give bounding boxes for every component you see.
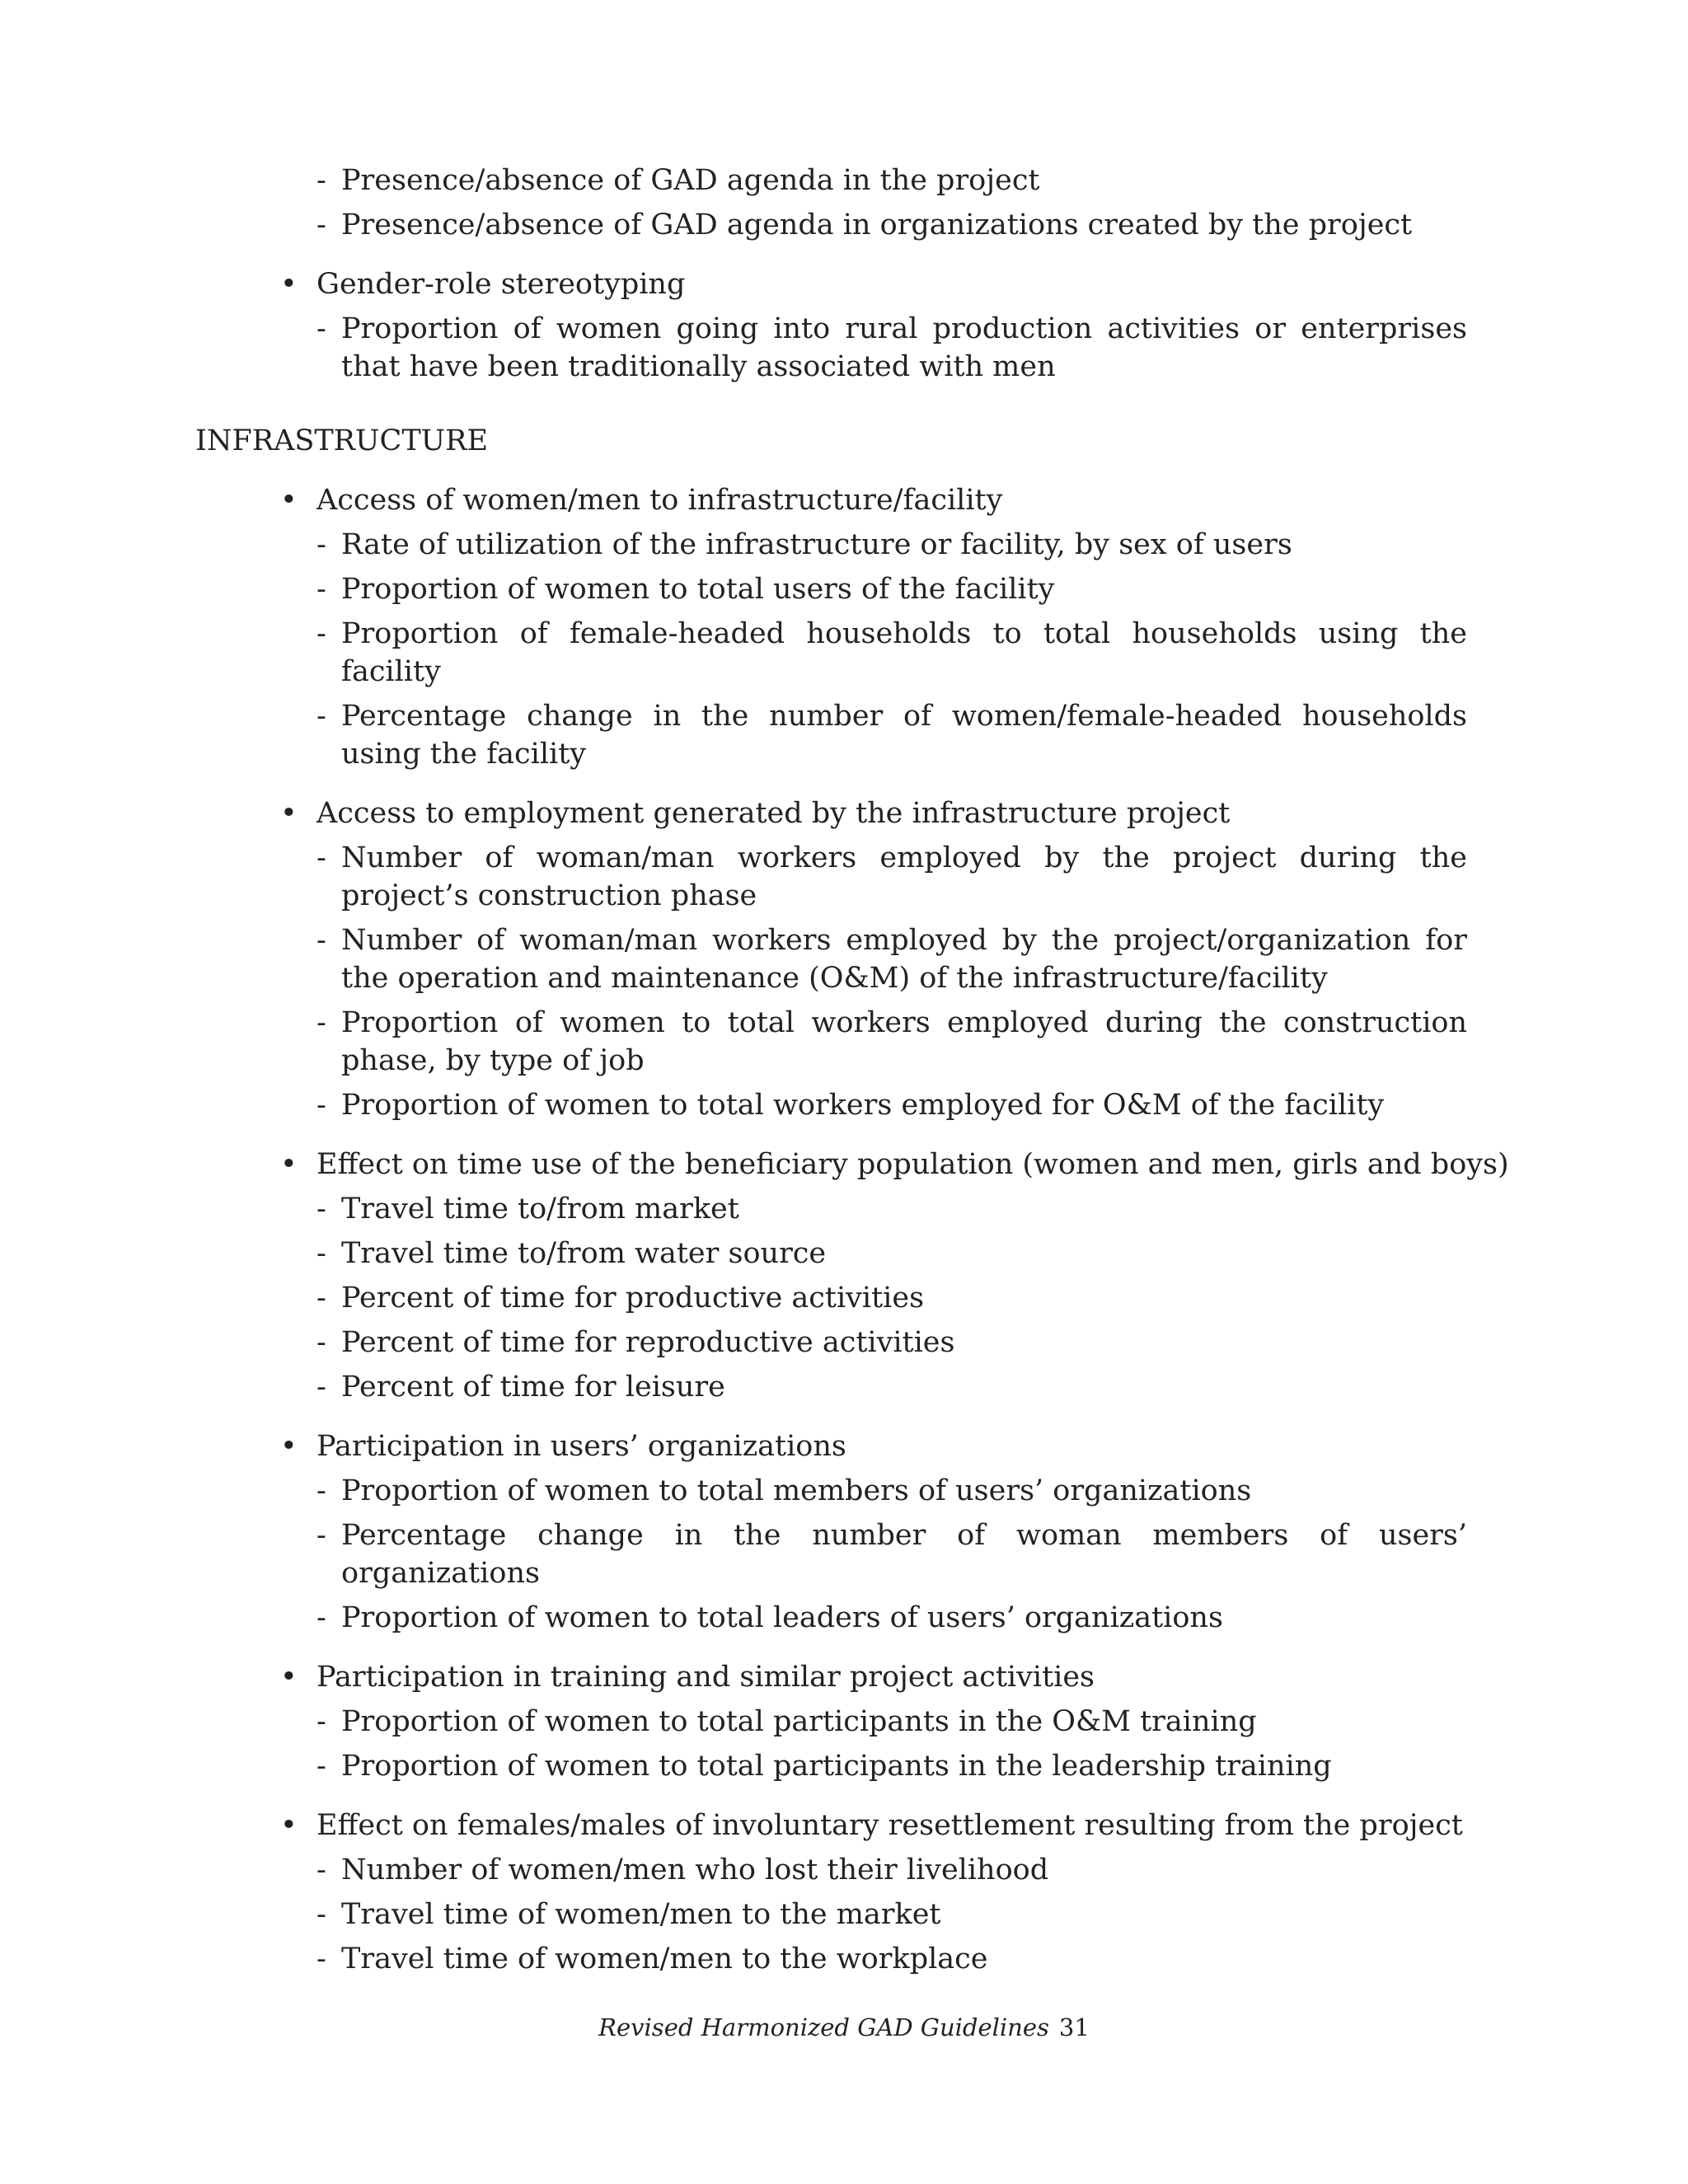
list-item [316,1703,1467,1741]
dash-marker: - [316,1193,326,1226]
list-item-text: Percent of time for reproductive activities [341,1326,955,1359]
dash-marker: - [316,700,326,733]
list-item [316,1940,1467,1978]
list-item-text: Travel time of women/men to the workplace [341,1943,988,1975]
list-item [316,1896,1467,1933]
list-item-text: Proportion of women to total leaders of users’ organizations [341,1601,1223,1634]
list-item [316,206,1467,244]
training-block [0,1658,1688,1785]
list-item-text: Proportion of women to total participants in the O&M training [341,1705,1257,1738]
dash-marker: - [316,924,326,957]
access-facility-block [0,481,1688,773]
dash-marker: - [316,312,326,345]
time-use-block [0,1146,1688,1406]
sub-list [0,1190,1688,1406]
list-item [316,1516,1467,1592]
list-item [316,615,1467,691]
dash-marker: - [316,1282,326,1315]
list-item-text: Percentage change in the number of women/female-headed households using the facility [341,700,1467,771]
dash-marker: - [316,209,326,241]
list-item [316,1472,1467,1510]
list-item [316,1235,1467,1272]
dash-marker: - [316,1601,326,1634]
bullet-heading-text: Access of women/men to infrastructure/facility [316,484,1003,517]
dash-marker: - [316,1750,326,1783]
bullet-marker: • [280,1148,298,1181]
list-item-text: Proportion of women to total participants in the leadership training [341,1750,1332,1783]
bullet-marker: • [280,1661,298,1694]
bullet-heading [280,1807,1688,1844]
sub-list [0,1703,1688,1785]
dash-marker: - [316,1326,326,1359]
dash-marker: - [316,841,326,874]
list-item [316,1190,1467,1228]
bullet-marker: • [280,268,298,301]
sub-list [0,1472,1688,1637]
dash-marker: - [316,1519,326,1552]
list-item [316,1368,1467,1406]
sub-list [0,1851,1688,1978]
bullet-heading-text: Participation in users’ organizations [316,1430,846,1463]
intro-list [0,162,1688,244]
bullet-heading-text: Participation in training and similar project activities [316,1661,1095,1694]
list-item-text: Presence/absence of GAD agenda in organizations created by the project [341,209,1413,241]
sub-list [0,310,1688,386]
bullet-heading [280,1427,1688,1465]
list-item [316,697,1467,773]
list-item [316,1279,1467,1317]
list-item-text: Percent of time for productive activities [341,1282,925,1315]
bullet-marker: • [280,797,298,830]
list-item-text: Presence/absence of GAD agenda in the project [341,164,1040,197]
list-item-text: Travel time to/from water source [341,1237,827,1270]
list-item-text: Proportion of women to total workers employed for O&M of the facility [341,1089,1385,1122]
list-item [316,310,1467,386]
page-content [0,162,1688,1985]
list-item [316,526,1467,564]
employment-block [0,794,1688,1124]
bullet-marker: • [280,1430,298,1463]
dash-marker: - [316,1371,326,1404]
bullet-heading-text: Effect on time use of the beneficiary population (women and men, girls and boys) [316,1148,1509,1181]
list-item-text: Proportion of women to total users of the facility [341,573,1055,606]
footer-title: Revised Harmonized GAD Guidelines [598,2013,1049,2041]
dash-marker: - [316,1006,326,1039]
list-item [316,839,1467,915]
page-number: 31 [1058,2013,1090,2041]
sub-list [0,839,1688,1124]
dash-marker: - [316,1089,326,1122]
list-item [316,1599,1467,1637]
list-item-text: Proportion of women to total members of users’ organizations [341,1474,1252,1507]
list-item-text: Proportion of female-headed households to total households using the facility [341,617,1467,688]
list-item [316,1004,1467,1080]
dash-marker: - [316,1705,326,1738]
page-footer [0,2011,1688,2044]
list-item [316,1086,1467,1124]
gender-role-block [0,265,1688,386]
dash-marker: - [316,1237,326,1270]
bullet-heading [280,1658,1688,1696]
bullet-heading [280,1146,1688,1183]
sub-list [0,526,1688,773]
list-item [316,1747,1467,1785]
bullet-heading [280,794,1688,832]
users-organizations-block [0,1427,1688,1637]
list-item-text: Percent of time for leisure [341,1371,725,1404]
list-item [316,1324,1467,1361]
bullet-marker: • [280,1809,298,1842]
dash-marker: - [316,573,326,606]
list-item-text: Number of woman/man workers employed by the project during the project’s construction phase [341,841,1467,912]
bullet-heading-text: Access to employment generated by the infrastructure project [316,797,1231,830]
bullet-heading-text: Gender-role stereotyping [316,268,686,301]
list-item-text: Proportion of women to total workers employed during the construction phase, by type of job [341,1006,1467,1077]
resettlement-block [0,1807,1688,1978]
list-item-text: Rate of utilization of the infrastructure or facility, by sex of users [341,528,1292,561]
dash-marker: - [316,1474,326,1507]
dash-marker: - [316,164,326,197]
list-item [316,1851,1467,1889]
list-item [316,162,1467,199]
list-item-text: Proportion of women going into rural production activities or enterprises that have been traditionally associated with men [341,312,1467,383]
list-item-text: Number of women/men who lost their livelihood [341,1854,1049,1886]
bullet-heading [280,265,1688,303]
list-item-text: Number of woman/man workers employed by the project/organization for the operation and maintenance (O&M) of the infrastructure/facility [341,924,1467,995]
dash-marker: - [316,1943,326,1975]
list-item-text: Travel time to/from market [341,1193,739,1226]
list-item [316,921,1467,997]
bullet-heading [280,481,1688,519]
bullet-marker: • [280,484,298,517]
dash-marker: - [316,1898,326,1931]
section-heading-infrastructure: INFRASTRUCTURE [195,424,489,457]
list-item [316,570,1467,608]
list-item-text: Percentage change in the number of woman members of users’ organizations [341,1519,1467,1590]
dash-marker: - [316,528,326,561]
dash-marker: - [316,1854,326,1886]
list-item-text: Travel time of women/men to the market [341,1898,941,1931]
dash-marker: - [316,617,326,650]
bullet-heading-text: Effect on females/males of involuntary resettlement resulting from the project [316,1809,1463,1842]
